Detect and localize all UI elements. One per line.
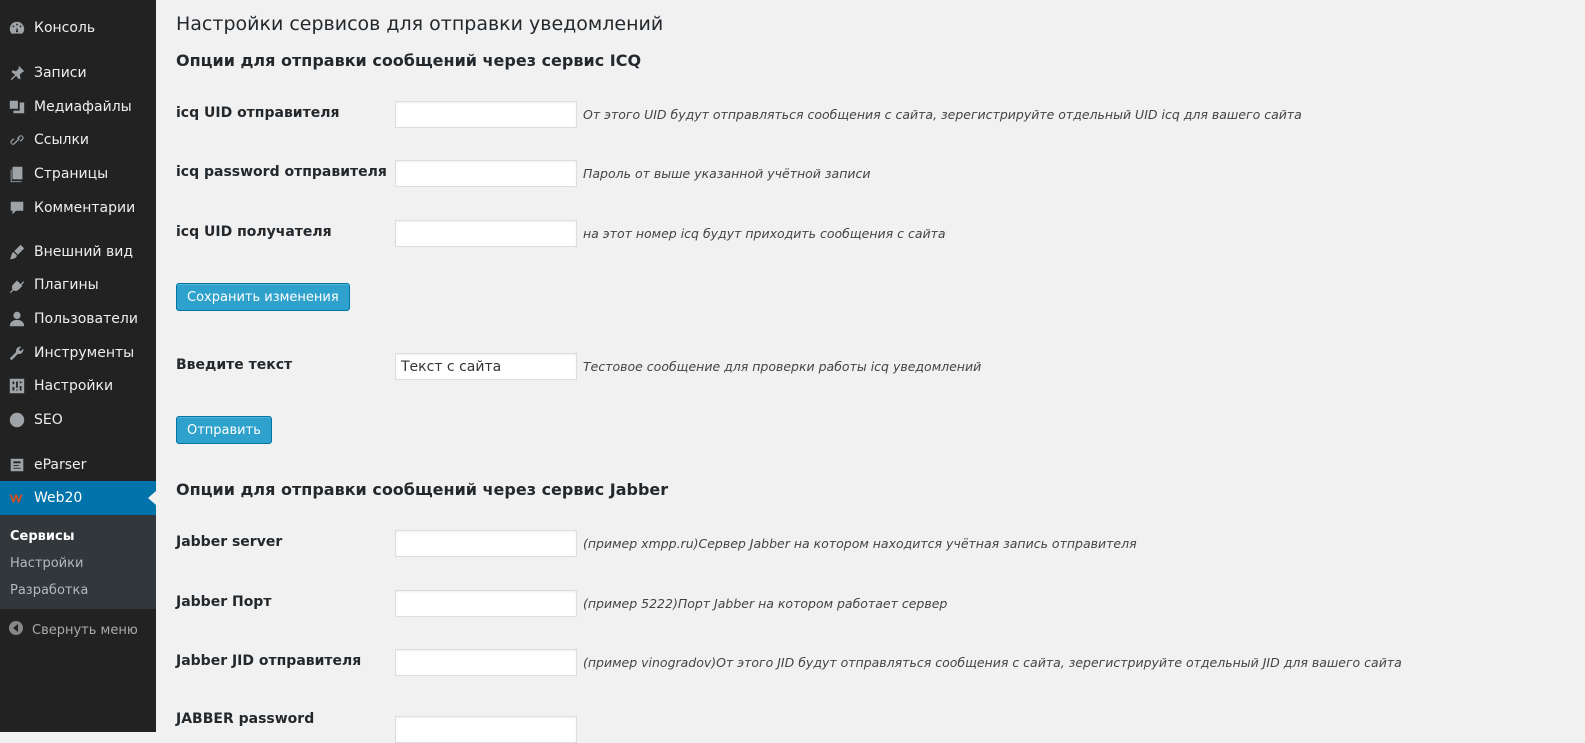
sidebar-item-label: Настройки xyxy=(34,378,114,394)
sidebar-item-comments[interactable] xyxy=(0,191,156,225)
eparser-icon xyxy=(7,455,27,475)
icq-recipient-uid-label: icq UID получателя xyxy=(176,224,332,240)
save-changes-button[interactable]: Сохранить изменения xyxy=(176,283,350,311)
test-text-desc: Тестовое сообщение для проверки работы icq уведомлений xyxy=(583,359,982,374)
sidebar-item-label: Плагины xyxy=(34,277,99,293)
sidebar-item-eparser[interactable] xyxy=(0,448,156,482)
web20-icon xyxy=(7,488,27,508)
sidebar-item-label: Пользователи xyxy=(34,311,138,327)
icq-section-title: Опции для отправки сообщений через сервис ICQ xyxy=(176,51,642,70)
sidebar-item-label: Страницы xyxy=(34,166,109,182)
sidebar-item-label: Комментарии xyxy=(34,200,136,216)
brush-icon xyxy=(7,242,27,262)
jabber-password-label: JABBER password xyxy=(176,711,315,727)
sidebar-item-label: Инструменты xyxy=(34,345,135,361)
pages-icon xyxy=(7,164,27,184)
sidebar-item-pages[interactable] xyxy=(0,157,156,191)
jabber-port-input[interactable] xyxy=(395,590,577,617)
submenu-item-development[interactable]: Разработка xyxy=(10,583,89,598)
settings-icon xyxy=(7,376,27,396)
sidebar-item-label: SEO xyxy=(34,412,63,428)
jabber-sender-jid-label: Jabber JID отправителя xyxy=(176,653,362,669)
test-text-label: Введите текст xyxy=(176,357,293,373)
jabber-section-title: Опции для отправки сообщений через сервис Jabber xyxy=(176,480,669,499)
collapse-menu-button[interactable] xyxy=(8,620,138,640)
admin-sidebar xyxy=(0,0,156,732)
collapse-menu-label: Свернуть меню xyxy=(32,622,138,638)
collapse-icon xyxy=(8,620,32,640)
icq-sender-uid-desc: От этого UID будут отправляться сообщения с сайта, зерегистрируйте отдельный UID icq для вашего сайта xyxy=(583,107,1302,122)
icq-sender-uid-label: icq UID отправителя xyxy=(176,105,340,121)
active-arrow xyxy=(148,491,156,505)
icq-recipient-uid-desc: на этот номер icq будут приходить сообщения с сайта xyxy=(583,226,946,241)
sidebar-item-label: Консоль xyxy=(34,20,96,36)
sidebar-item-label: eParser xyxy=(34,457,87,473)
sidebar-item-users[interactable] xyxy=(0,302,156,336)
jabber-password-input[interactable] xyxy=(395,716,577,743)
sidebar-item-web20[interactable] xyxy=(0,481,156,515)
sidebar-item-tools[interactable] xyxy=(0,336,156,370)
icq-sender-password-input[interactable] xyxy=(395,160,577,187)
test-text-input[interactable] xyxy=(395,353,577,380)
dashboard-icon xyxy=(7,18,27,38)
seo-icon xyxy=(7,410,27,430)
sidebar-item-label: Внешний вид xyxy=(34,244,134,260)
jabber-sender-jid-input[interactable] xyxy=(395,649,577,676)
sidebar-item-label: Ссылки xyxy=(34,132,90,148)
plugin-icon xyxy=(7,275,27,295)
sidebar-item-settings[interactable] xyxy=(0,369,156,403)
submenu-item-settings[interactable]: Настройки xyxy=(10,556,84,571)
jabber-server-label: Jabber server xyxy=(176,534,283,550)
comment-icon xyxy=(7,198,27,218)
jabber-sender-jid-desc: (пример vinogradov)От этого JID будут отправляться сообщения с сайта, зерегистрируйте отдельный JID для вашего сайта xyxy=(583,655,1402,670)
main-content xyxy=(156,0,1585,732)
wrench-icon xyxy=(7,343,27,363)
sidebar-item-label: Записи xyxy=(34,65,87,81)
user-icon xyxy=(7,309,27,329)
link-icon xyxy=(7,130,27,150)
jabber-server-desc: (пример xmpp.ru)Сервер Jabber на котором находится учётная запись отправителя xyxy=(583,536,1137,551)
jabber-server-input[interactable] xyxy=(395,530,577,557)
submenu-item-services[interactable]: Сервисы xyxy=(10,529,75,544)
sidebar-item-media[interactable] xyxy=(0,90,156,124)
sidebar-item-posts[interactable] xyxy=(0,56,156,90)
sidebar-item-plugins[interactable] xyxy=(0,268,156,302)
sidebar-item-appearance[interactable] xyxy=(0,235,156,269)
icq-sender-uid-input[interactable] xyxy=(395,101,577,128)
icq-sender-password-label: icq password отправителя xyxy=(176,164,387,180)
page-title: Настройки сервисов для отправки уведомлений xyxy=(176,13,664,35)
send-button[interactable]: Отправить xyxy=(176,416,272,444)
sidebar-item-seo[interactable] xyxy=(0,403,156,437)
sidebar-item-label: Web20 xyxy=(34,490,83,506)
sidebar-item-console[interactable] xyxy=(0,11,156,45)
jabber-port-label: Jabber Порт xyxy=(176,594,272,610)
jabber-port-desc: (пример 5222)Порт Jabber на котором работает сервер xyxy=(583,596,948,611)
media-icon xyxy=(7,97,27,117)
web20-submenu xyxy=(0,515,156,609)
sidebar-item-links[interactable] xyxy=(0,123,156,157)
icq-recipient-uid-input[interactable] xyxy=(395,220,577,247)
icq-sender-password-desc: Пароль от выше указанной учётной записи xyxy=(583,166,871,181)
sidebar-item-label: Медиафайлы xyxy=(34,99,132,115)
pin-icon xyxy=(7,63,27,83)
